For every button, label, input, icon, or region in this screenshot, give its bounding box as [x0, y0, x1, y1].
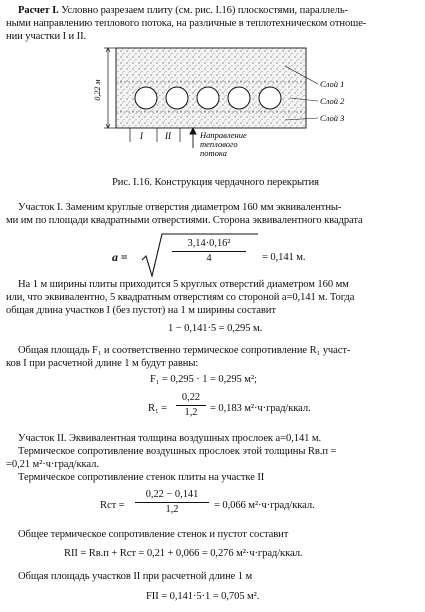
- intro-line-1: [18, 4, 348, 17]
- void-hole: [166, 87, 188, 109]
- intro-line-3: нии участки I и II.: [6, 31, 87, 42]
- formula-length: 1 − 0,141·5 = 0,295 м.: [168, 323, 263, 334]
- void-hole: [228, 87, 250, 109]
- void-hole: [135, 87, 157, 109]
- figure-caption: Рис. I.16. Конструкция чердачного перекрытия: [112, 177, 319, 188]
- formula-R1-numerator: 0,22: [176, 392, 206, 406]
- formula-a-lhs: a =: [112, 250, 128, 264]
- section1-p2-line1: На 1 м ширины плиты приходится 5 круглых отверстий диаметром 160 мм: [18, 279, 349, 290]
- formula-RII: RII = Rв.п + Rст = 0,21 + 0,066 = 0,276 м²·ч·град/ккал.: [64, 548, 303, 559]
- section2-p4: Общее термическое сопротивление стенок и пустот составит: [18, 529, 289, 540]
- thickness-label: 0,22 м: [93, 79, 102, 101]
- formula-Rst-numerator: 0,22 − 0,141: [135, 489, 209, 503]
- section1-p3-line1: Общая площадь F₁ и соответственно термическое сопротивление R₁ участ-: [18, 345, 351, 356]
- formula-R1-lhs: R₁ =: [148, 403, 167, 414]
- formula-F1: F₁ = 0,295 · 1 = 0,295 м²;: [150, 374, 257, 385]
- slab-cross-section-figure: [0, 44, 425, 168]
- formula-a-result: = 0,141 м.: [262, 252, 306, 263]
- layer-3-label: Слой 3: [320, 113, 345, 123]
- formula-R1-result: = 0,183 м²·ч·град/ккал.: [210, 403, 311, 414]
- section2-p5: Общая площадь участков II при расчетной длине 1 м: [18, 571, 253, 582]
- zone-ii-label: II: [165, 131, 171, 141]
- section1-p1-line2: ми им по площади квадратными отверстиями. Сторона эквивалентного квадрата: [6, 215, 363, 226]
- formula-R1-denominator: 1,2: [184, 407, 198, 418]
- heat-flow-label-3: потока: [200, 148, 227, 158]
- intro-line-2: ными направлению теплового потока, на различные в теплотехническом отноше-: [6, 18, 367, 29]
- heat-flow-arrow: [190, 128, 196, 148]
- void-hole: [259, 87, 281, 109]
- formula-R1-fraction: [176, 392, 206, 419]
- section1-p2-line2: или, что эквивалентно, 5 квадратным отверстиям со стороной a=0,141 м. Тогда: [6, 292, 355, 303]
- calculation-heading: Расчет I.: [18, 5, 59, 16]
- section2-p3: Термическое сопротивление стенок плиты на участке II: [18, 472, 265, 483]
- layer-1-label: Слой 1: [320, 79, 345, 89]
- formula-a-denominator: 4: [206, 253, 212, 264]
- section1-p2-line3: общая длина участков I (без пустот) на 1 м ширины составит: [6, 305, 276, 316]
- formula-Rst-result: = 0,066 м²·ч·град/ккал.: [214, 500, 315, 511]
- void-hole: [197, 87, 219, 109]
- formula-FII: FII = 0,141·5·1 = 0,705 м².: [146, 591, 260, 602]
- formula-a-numerator: 3,14·0,16²: [172, 238, 246, 252]
- section2-p1: Участок II. Эквивалентная толщина воздушных прослоек a=0,141 м.: [18, 433, 322, 444]
- zone-i-label: I: [140, 131, 143, 141]
- heat-flow-label-1: Направление: [200, 130, 247, 140]
- formula-Rst-lhs: Rст =: [100, 500, 125, 511]
- heat-flow-label-2: теплового: [200, 139, 238, 149]
- layer-2-label: Слой 2: [320, 96, 345, 106]
- formula-Rst-denominator: 1,2: [165, 504, 179, 515]
- thickness-dimension: [104, 48, 116, 128]
- section2-p2-line2: =0,21 м²·ч·град/ккал.: [6, 459, 99, 470]
- section1-p1-line1: Участок I. Заменим круглые отверстия диаметром 160 мм эквивалентны-: [18, 202, 342, 213]
- formula-Rst-fraction: [135, 489, 209, 516]
- section1-p3-line2: ков I при расчетной длине 1 м будут равны:: [6, 358, 199, 369]
- intro-line-1-text: Условно разрезаем плиту (см. рис. I.16) плоскостями, параллель-: [61, 5, 349, 16]
- formula-a-fraction: [172, 238, 246, 265]
- section2-p2-line1: Термическое сопротивление воздушных прослоек этой толщины Rв.п =: [18, 446, 337, 457]
